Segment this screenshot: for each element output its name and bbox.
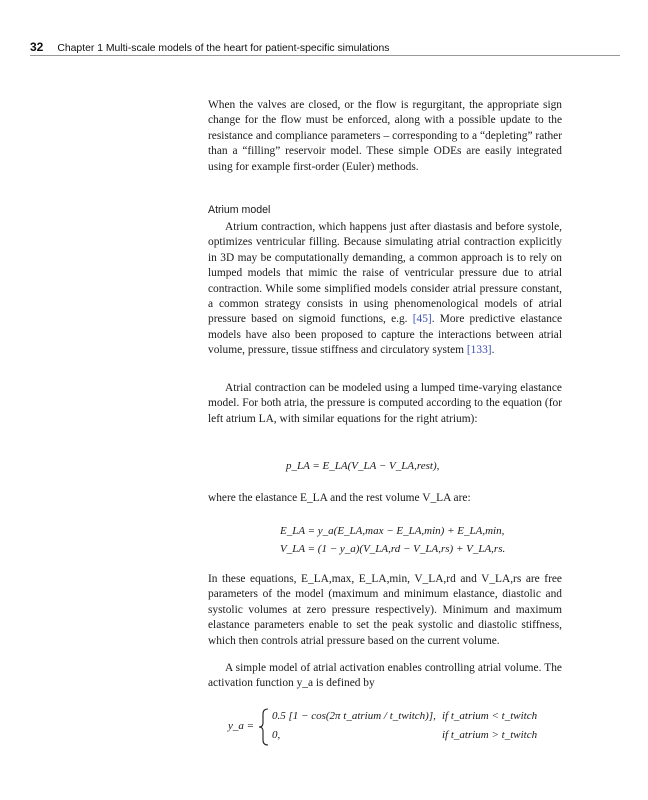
paragraph-activation-block: [208, 661, 562, 692]
paragraph-valves-block: [208, 98, 562, 175]
paragraph-atrium-2: Atrial contraction can be modeled using a lumped time-varying elastance model. For both atria, the pressure is computed according to the equation (for left atrium LA, with similar equations for the right atrium):: [208, 382, 562, 425]
paragraph-valves: When the valves are closed, or the flow is regurgitant, the appropriate sign change for the flow must be enforced, along with a possible update to the resistance and compliance parameters – corresponding to a “depleting” rather than a “filling” reservoir model. These simple ODEs are easily integrated using for example first-order (Euler) methods.: [208, 99, 562, 173]
paragraph-atrium-1: [208, 220, 562, 359]
atrium-1-text-a: Atrium contraction, which happens just after diastasis and before systole, optimizes ventricular filling. Because simulating atrial contraction explicitly in 3D may be computationally demanding, a common approach is to rely on lumped models that mimic the raise of ventricular pressure due to atrial contraction. While some simplified models consider atrial pressure constant, a common strategy consists in using phenomenological models of atrial pressure based on sigmoid functions, e.g.: [208, 221, 562, 326]
equation-volume: V_LA = (1 − y_a)(V_LA,rd − V_LA,rs) + V_LA,rs.: [280, 543, 506, 555]
paragraph-atrium-2-block: [208, 381, 562, 427]
equation-activation: [228, 707, 568, 747]
running-header: [30, 40, 620, 54]
atrium-1-text-c: .: [491, 344, 495, 357]
atrium-1-text-b: . More predictive elastance models have also been proposed to capture the interactions between atrial volume, pressure, tissue stiffness and circulatory system: [208, 313, 562, 357]
activation-case2-cond: if t_atrium > t_twitch: [442, 729, 538, 741]
paragraph-parameters-block: [208, 572, 562, 649]
running-title: Chapter 1 Multi-scale models of the heart for patient-specific simulations: [57, 43, 390, 54]
paragraph-elastance: where the elastance E_LA and the rest volume V_LA are:: [208, 492, 471, 504]
citation-133[interactable]: [133]: [466, 344, 492, 357]
citation-45[interactable]: [45]: [412, 313, 432, 326]
paragraph-parameters: In these equations, E_LA,max, E_LA,min, V_LA,rd and V_LA,rs are free parameters of the model (maximum and minimum elastance, diastolic and systolic volumes at zero pressure respectively). Minimum and maximum elastance parameters enable to set the peak systolic and diastolic stiffness, which then controls atrial pressure based on the current volume.: [208, 573, 562, 647]
activation-lhs: y_a =: [228, 720, 255, 732]
page-number: 32: [30, 40, 44, 54]
activation-case2-expr: 0,: [272, 729, 281, 741]
paragraph-elastance-block: [208, 491, 562, 506]
header-rule: [30, 55, 620, 56]
activation-case1-expr: 0.5 [1 − cos(2π t_atrium / t_twitch)],: [272, 710, 436, 722]
left-brace: [258, 708, 270, 746]
equation-elastance: E_LA = y_a(E_LA,max − E_LA,min) + E_LA,min,: [280, 525, 505, 537]
section-heading-block: [208, 204, 562, 216]
section-heading: Atrium model: [208, 204, 271, 216]
equation-pressure: p_LA = E_LA(V_LA − V_LA,rest),: [286, 460, 440, 472]
paragraph-activation: A simple model of atrial activation enables controlling atrial volume. The activation function y_a is defined by: [208, 662, 562, 690]
paragraph-atrium-1-block: [208, 220, 562, 359]
activation-case1-cond: if t_atrium < t_twitch: [442, 710, 538, 722]
